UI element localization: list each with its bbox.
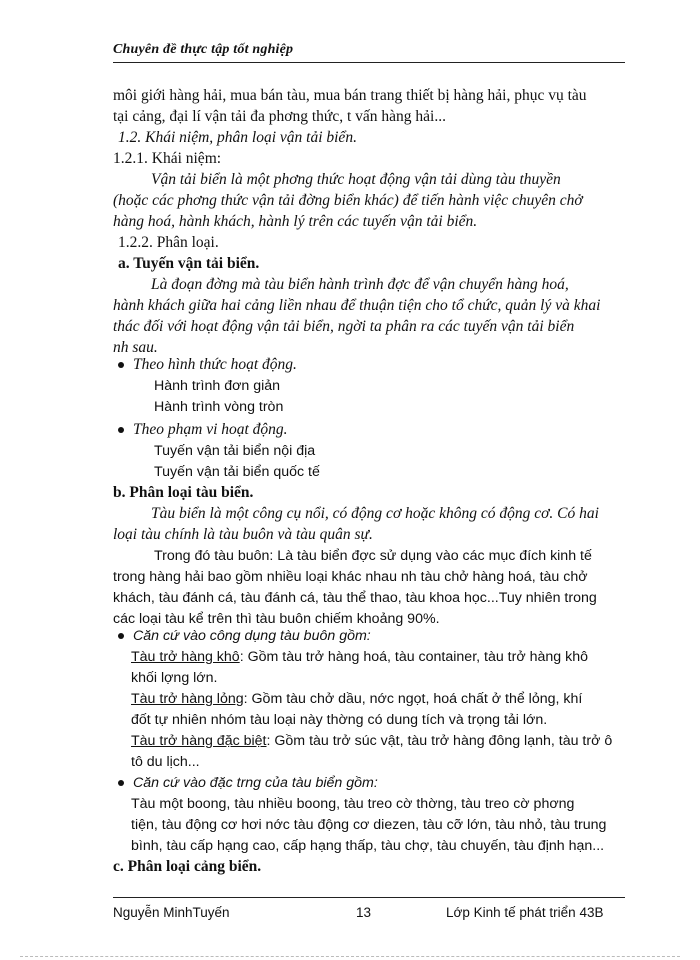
text-line: môi giới hàng hải, mua bán tàu, mua bán trang thiết bị hàng hải, phục vụ tàu <box>113 87 587 104</box>
list-item: Hành trình vòng tròn <box>154 399 284 415</box>
bullet-heading: Căn cứ vào đặc trng của tàu biển gồm: <box>133 775 378 791</box>
term-liquid-cargo: Tàu trở hàng lỏng <box>131 691 244 707</box>
header-title: Chuyên đề thực tập tốt nghiệp <box>113 42 294 57</box>
bullet-icon <box>118 427 124 433</box>
bullet-heading: Theo hình thức hoạt động. <box>133 356 297 373</box>
term-description: : Gồm tàu chở dầu, nớc ngọt, hoá chất ở thể lỏng, khí <box>243 691 583 707</box>
bullet-icon <box>118 780 124 786</box>
bullet-icon <box>118 362 124 368</box>
term-special-cargo: Tàu trở hàng đặc biệt <box>131 733 267 749</box>
page-edge-divider <box>20 956 680 957</box>
list-item: tiện, tàu động cơ hơi nớc tàu động cơ diezen, tàu cỡ lớn, tàu nhỏ, tàu trung <box>131 817 607 833</box>
list-item: khối lợng lớn. <box>131 670 218 686</box>
section-1-2-heading: 1.2. Khái niệm, phân loại vận tải biển. <box>118 129 357 146</box>
header-rule <box>113 62 625 63</box>
paragraph-line: Trong đó tàu buôn: Là tàu biển đợc sử dụng vào các mục đích kinh tế <box>154 548 592 564</box>
list-item <box>131 647 588 667</box>
list-item: đốt tự nhiên nhóm tàu loại này thờng có dung tích và trọng tải lớn. <box>131 712 548 728</box>
section-c-heading: c. Phân loại cảng biển. <box>113 858 262 875</box>
footer-author: Nguyễn MinhTuyến <box>113 905 230 920</box>
bullet-icon <box>118 633 124 639</box>
list-item <box>131 689 582 709</box>
paragraph-line: thác đối với hoạt động vận tải biển, ngời ta phân ra các tuyến vận tải biển <box>113 318 575 335</box>
paragraph-line: các loại tàu kể trên thì tàu buôn chiếm khoảng 90%. <box>113 611 440 627</box>
list-item <box>131 731 612 751</box>
paragraph-line: nh sau. <box>113 339 158 356</box>
term-description: : Gồm tàu trở hàng hoá, tàu container, tàu trở hàng khô <box>239 649 588 665</box>
list-item: Hành trình đơn giản <box>154 378 281 394</box>
paragraph-line: hành khách giữa hai cảng liền nhau để thuận tiện cho tổ chức, quản lý và khai <box>113 297 601 314</box>
section-b-heading: b. Phân loại tàu biển. <box>113 484 254 501</box>
section-1-2-2-heading: 1.2.2. Phân loại. <box>118 234 219 251</box>
section-a-heading: a. Tuyến vận tải biển. <box>118 255 260 272</box>
definition-line: (hoặc các phơng thức vận tải đờng biển khác) để tiến hành việc chuyên chở <box>113 192 583 209</box>
bullet-heading: Theo phạm vi hoạt động. <box>133 421 288 438</box>
text-line: tại cảng, đại lí vận tải đa phơng thức, t vấn hàng hải... <box>113 108 446 125</box>
paragraph-line: loại tàu chính là tàu buôn và tàu quân sự. <box>113 526 373 543</box>
footer-rule <box>113 897 625 898</box>
term-dry-cargo: Tàu trở hàng khô <box>131 649 240 665</box>
definition-line: Vận tải biển là một phơng thức hoạt động vận tải dùng tàu thuyền <box>151 171 561 188</box>
section-1-2-1-heading: 1.2.1. Khái niệm: <box>113 150 222 167</box>
paragraph-line: khách, tàu đánh cá, tàu đánh cá, tàu thể thao, tàu khoa học...Tuy nhiên trong <box>113 590 597 606</box>
list-item: bình, tàu cấp hạng cao, cấp hạng thấp, tàu chợ, tàu chuyến, tàu định hạn... <box>131 838 605 854</box>
list-item: Tuyến vận tải biển nội địa <box>154 443 316 459</box>
bullet-heading: Căn cứ vào công dụng tàu buôn gồm: <box>133 628 371 644</box>
paragraph-line: Tàu biển là một công cụ nổi, có động cơ hoặc không có động cơ. Có hai <box>151 505 599 522</box>
paragraph-line: Là đoạn đờng mà tàu biển hành trình đợc để vận chuyển hàng hoá, <box>151 276 569 293</box>
list-item: Tuyến vận tải biển quốc tế <box>154 464 320 480</box>
list-item: Tàu một boong, tàu nhiều boong, tàu treo cờ thờng, tàu treo cờ phơng <box>131 796 575 812</box>
definition-line: hàng hoá, hành khách, hành lý trên các tuyến vận tải biển. <box>113 213 478 230</box>
list-item: tô du lịch... <box>131 754 200 770</box>
term-description: : Gồm tàu trở súc vật, tàu trở hàng đông lạnh, tàu trở ô <box>266 733 613 749</box>
footer-class: Lớp Kinh tế phát triển 43B <box>446 905 604 920</box>
paragraph-line: trong hàng hải bao gồm nhiều loại khác nhau nh tàu chở hàng hoá, tàu chở <box>113 569 588 585</box>
page-number: 13 <box>356 905 372 920</box>
